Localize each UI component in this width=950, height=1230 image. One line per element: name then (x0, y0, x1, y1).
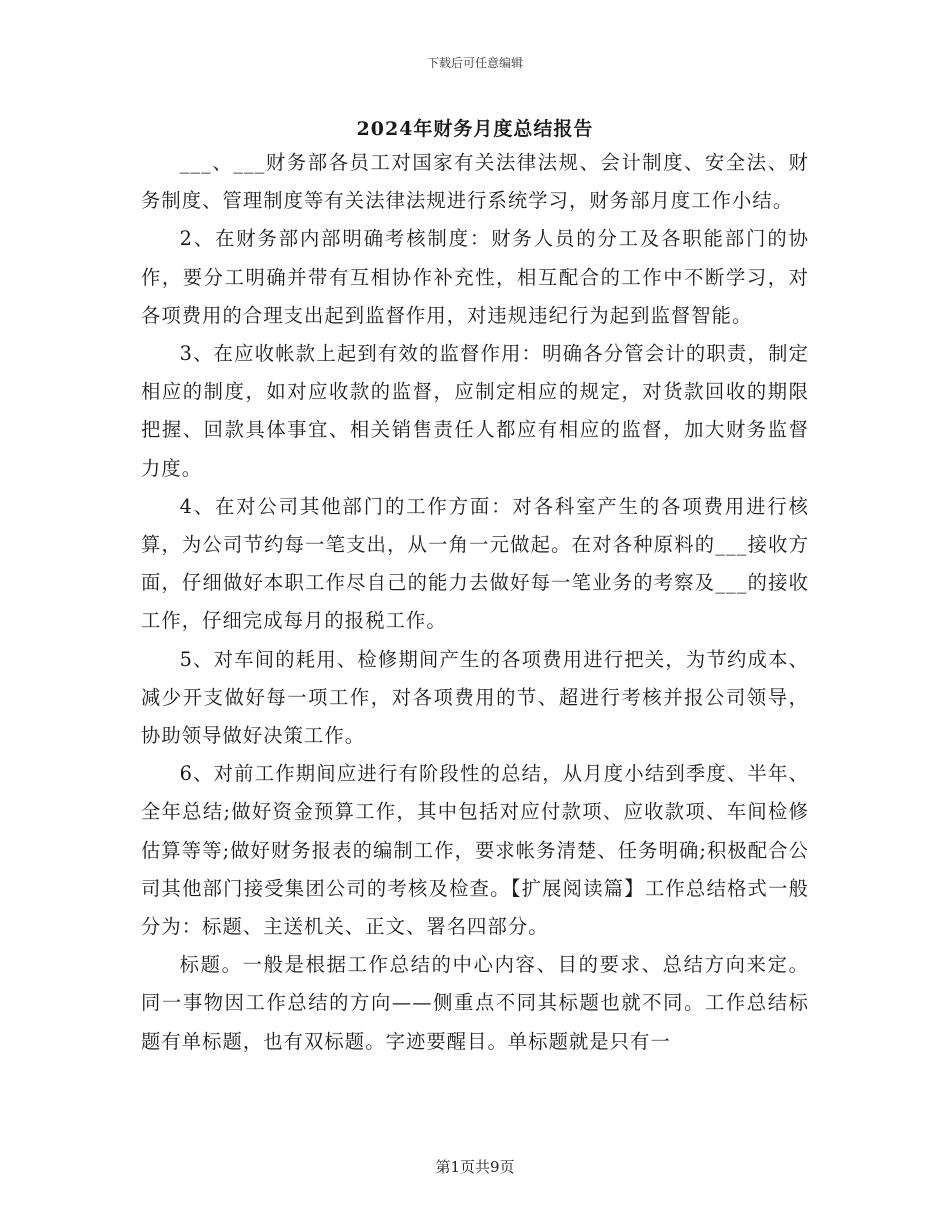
paragraph-7: 标题。一般是根据工作总结的中心内容、目的要求、总结方向来定。同一事物因工作总结的方向——侧重点不同其标题也就不同。工作总结标题有单标题，也有双标题。字迹要醒目。单标题就是只有一 (141, 953, 809, 1053)
document-body (141, 144, 809, 1061)
paragraph-5: 5、对车间的耗用、检修期间产生的各项费用进行把关，为节约成本、减少开支做好每一项工作，对各项费用的节、超进行考核并报公司领导，协助领导做好决策工作。 (141, 647, 809, 748)
paragraph-4: 4、在对公司其他部门的工作方面：对各科室产生的各项费用进行核算，为公司节约每一笔支出，从一角一元做起。在对各种原料的___接收方面，仔细做好本职工作尽自己的能力去做好每一笔业务的考察及___的接收工作，仔细完成每月的报税工作。 (141, 494, 809, 633)
page-number: 第1页共9页 (435, 1158, 515, 1176)
paragraph-1: ___、___财务部各员工对国家有关法律法规、会计制度、安全法、财务制度、管理制度等有关法律法规进行系统学习，财务部月度工作小结。 (141, 151, 809, 213)
paragraph-2: 2、在财务部内部明确考核制度：财务人员的分工及各职能部门的协作，要分工明确并带有互相协作补充性，相互配合的工作中不断学习，对各项费用的合理支出起到监督作用，对违规违纪行为起到监督智能。 (141, 227, 809, 327)
paragraph-3: 3、在应收帐款上起到有效的监督作用：明确各分管会计的职责，制定相应的制度，如对应收款的监督，应制定相应的规定，对货款回收的期限把握、回款具体事宜、相关销售责任人都应有相应的监督，加大财务监督力度。 (141, 342, 809, 480)
page-header-note: 下载后可任意编辑 (426, 56, 523, 70)
page-title: 2024年财务月度总结报告 (356, 118, 594, 140)
paragraph-6: 6、对前工作期间应进行有阶段性的总结，从月度小结到季度、半年、全年总结;做好资金预算工作，其中包括对应付款项、应收款项、车间检修估算等等;做好财务报表的编制工作，要求帐务清楚、任务明确;积极配合公司其他部门接受集团公司的考核及检查。【扩展阅读篇】工作总结格式一般分为：标题、主送机关、正文、署名四部分。 (141, 762, 809, 939)
